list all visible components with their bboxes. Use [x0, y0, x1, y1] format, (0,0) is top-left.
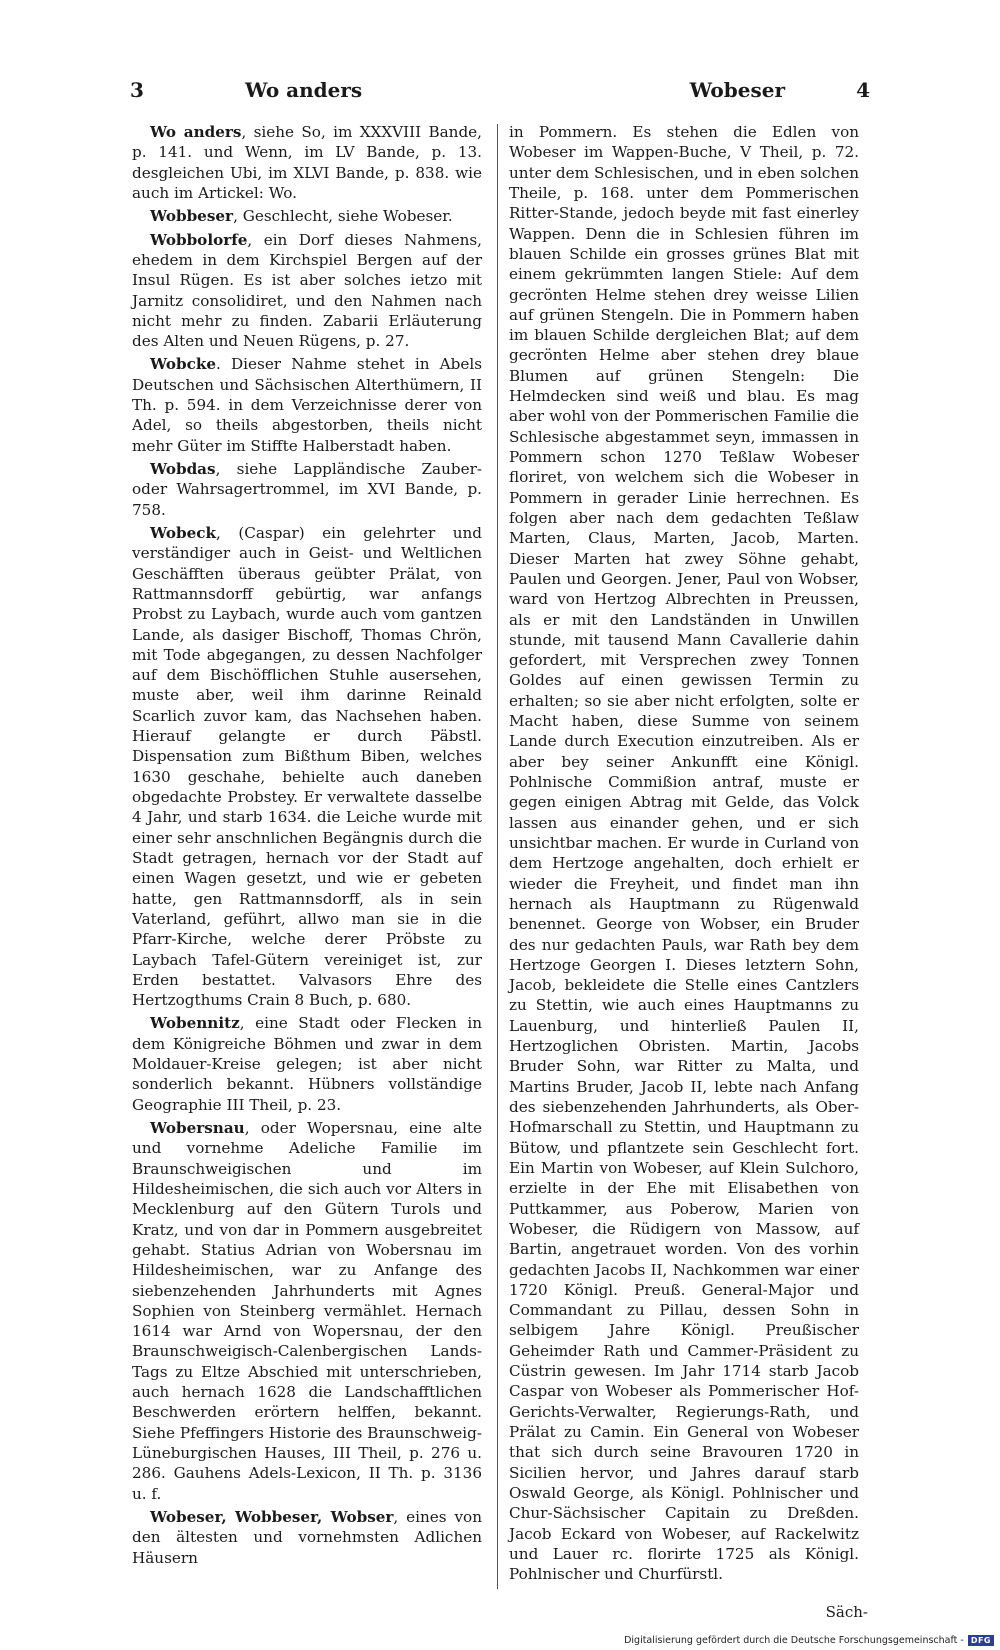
- entry-lemma: Wobersnau: [150, 1119, 245, 1137]
- entry-lemma: Wobdas: [150, 460, 216, 478]
- entry-text: . Dieser Nahme stehet in Abels Deutschen und Sächsischen Alterthümern, II Th. p. 594. in dem Verzeichnisse derer von Adel, so theils abgestorben, theils nicht mehr Güter im Stiffte Halberstadt haben.: [132, 355, 482, 455]
- page-number-right: 4: [856, 78, 870, 102]
- page-header: [130, 78, 870, 108]
- entry-text: , Geschlecht, siehe Wobeser.: [233, 207, 453, 226]
- right-column: [509, 122, 859, 1585]
- entry-wobdas: [132, 459, 482, 520]
- dfg-logo: DFG: [968, 1635, 994, 1646]
- entry-lemma: Wobennitz: [150, 1014, 240, 1033]
- page-number-left: 3: [130, 78, 144, 102]
- entry-wobcke: [132, 354, 482, 456]
- entry-wobeser-continuation: in Pommern. Es stehen die Edlen von Wobeser im Wappen-Buche, V Theil, p. 72. unter dem Schlesischen, und in eben solchen Theile, p. 168. unter dem Pommerischen Ritter-Stande, jedoch beyde mit fast einerley Wappen. Denn die in Schlesien führen im blauen Schilde ein grosses grünes Blat mit einem gekrümmten langen Stiele: Auf dem gecrönten Helme stehen drey weisse Lilien auf grünen Stengeln. Die in Pommern haben im blauen Schilde dergleichen Blat; auf dem gecrönten Helme aber stehen drey blaue Blumen auf grünen Stengeln: Die Helmdecken sind weiß und blau. Es mag aber wohl von der Pommerischen Familie die Schlesische abgestammet seyn, immassen in Pommern schon 1270 Teßlaw Wobeser floriret, von welchem sich die Wobeser in Pommern in gerader Linie herrechnen. Es folgen aber nach dem gedachten Teßlaw Marten, Claus, Marten, Jacob, Marten. Dieser Marten hat zwey Söhne gehabt, Paulen und Georgen. Jener, Paul von Wobser, ward von Hertzog Albrechten in Preussen, als er mit den Landständen in Unwillen stunde, mit tausend Mann Cavallerie dahin gefordert, mit Versprechen zwey Tonnen Goldes auf einen gewissen Termin zu erhalten; so sie aber nicht erfolgten, solte er Macht haben, diese Summe von seinem Lande durch Execution einzutreiben. Als er aber bey seiner Ankunfft eine Königl. Pohlnische Commißion antraf, muste er gegen einigen Abtrag mit Gelde, das Volck lassen aus einander gehen, und er sich unsichtbar machen. Er wurde in Curland von dem Hertzoge angehalten, doch erhielt er wieder die Freyheit, und findet man ihn hernach als Hauptmann zu Rügenwald benennet. George von Wobser, ein Bruder des nur gedachten Pauls, war Rath bey dem Hertzoge Georgen I. Dieses letztern Sohn, Jacob, bekleidete die Stelle eines Cantzlers zu Stettin, wie auch eines Hauptmanns zu Lauenburg, und hinterließ Paulen II, Hertzoglichen Obristen. Martin, Jacobs Bruder Sohn, war Ritter zu Malta, und Martins Bruder, Jacob II, lebte nach Anfang des siebenzehenden Jahrhunderts, als Ober-Hofmarschall zu Stettin, und Hauptmann zu Bütow, und pflantzete sein Geschlecht fort. Ein Martin von Wobeser, auf Klein Sulchoro, erzielte in der Ehe mit Elisabethen von Puttkammer, aus Poberow, Marien von Wobeser, die Rüdigern von Massow, auf Bartin, angetrauet worden. Von des vorhin gedachten Jacobs II, Nachkommen war einer 1720 Königl. Preuß. General-Major und Commandant zu Pillau, dessen Sohn in selbigem Jahre Königl. Preußischer Geheimder Rath und Cammer-Präsident zu Cüstrin gewesen. Im Jahr 1714 starb Jacob Caspar von Wobeser als Pommerischer Hof-Gerichts-Verwalter, Regierungs-Rath, und Prälat zu Camin. Ein General von Wobeser that sich durch seine Bravouren 1720 in Sicilien hervor, und Jahres darauf starb Oswald George, als Königl. Pohlnischer und Chur-Sächsischer Capitain zu Dreßden. Jacob Eckard von Wobeser, auf Rackelwitz und Lauer rc. florirte 1725 als Königl. Pohlnischer und Churfürstl.: [509, 123, 859, 1584]
- column-divider: [497, 124, 498, 1589]
- entry-wobeser: [132, 1507, 482, 1568]
- running-head-right: Wobeser: [689, 78, 785, 102]
- entry-text: , siehe So, im XXXVIII Bande, p. 141. und Wenn, im LV Bande, p. 13. desgleichen Ubi, im XLVI Bande, p. 838. wie auch im Artickel: Wo.: [132, 123, 482, 202]
- entry-wo-anders: [132, 122, 482, 203]
- entry-lemma: Wobbeser: [150, 207, 234, 226]
- catchword: Säch-: [825, 1603, 868, 1621]
- footer-text: Digitalisierung gefördert durch die Deutsche Forschungsgemeinschaft -: [624, 1635, 964, 1646]
- entry-text: , oder Wopersnau, eine alte und vornehme Adeliche Familie im Braunschweigischen und im Hildesheimischen, die sich auch vor Alters in Mecklenburg auf den Gütern Turols und Kratz, und von dar in Pommern ausgebreitet gehabt. Statius Adrian von Wobersnau im Hildesheimischen, war zu Anfange des siebenzehenden Jahrhunderts mit Agnes Sophien von Steinberg vermählet. Hernach 1614 war Arnd von Wopersnau, der den Braunschweigisch-Calenbergischen Lands-Tags zu Eltze Abschied mit unterschrieben, auch hernach 1628 die Landschafftlichen Beschwerden erörtern helffen, bekannt. Siehe Pfeffingers Historie des Braunschweig-Lüneburgischen Hauses, III Theil, p. 276 u. 286. Gauhens Adels-Lexicon, II Th. p. 3136 u. f.: [132, 1119, 482, 1503]
- left-column: [132, 122, 482, 1571]
- entry-wobbolorfe: [132, 230, 482, 352]
- entry-lemma: Wobeck: [150, 523, 216, 542]
- entry-lemma: Wobeser, Wobbeser, Wobser: [150, 1507, 394, 1526]
- entry-text: , (Caspar) ein gelehrter und verständiger auch in Geist- und Weltlichen Geschäfften überaus geübter Prälat, von Rattmannsdorff gebürtig, war anfangs Probst zu Laybach, wurde auch vom gantzen Lande, als dasiger Bischoff, Thomas Chrön, mit Tode abgegangen, zu dessen Nachfolger auf dem Bischöfflichen Stuhle ausersehen, muste aber, weil ihm darinne Reinald Scarlich zuvor kam, das Nachsehen haben. Hierauf gelangte er durch Päbstl. Dispensation zum Bißthum Biben, welches 1630 geschahe, behielte auch daneben obgedachte Probstey. Er verwaltete dasselbe 4 Jahr, und starb 1634. die Leiche wurde mit einer sehr anschnlichen Begängnis durch die Stadt getragen, hernach vor der Stadt auf einen Wagen gesetzt, und wie er gebeten hatte, gen Rattmannsdorff, als in sein Vaterland, geführt, allwo man sie in die Pfarr-Kirche, welche derer Pröbste zu Laybach Tafel-Gütern vereiniget ist, zur Erden bestattet. Valvasors Ehre des Hertzogthums Crain 8 Buch, p. 680.: [132, 523, 482, 1010]
- entry-text: , eines von den ältesten und vornehmsten Adlichen Häusern: [132, 1507, 482, 1567]
- running-head-left: Wo anders: [245, 78, 363, 102]
- entry-text: , eine Stadt oder Flecken in dem Königreiche Böhmen und zwar in dem Moldauer-Kreise gelegen; ist aber nicht sonderlich bekannt. Hübners vollständige Geographie III Theil, p. 23.: [132, 1014, 482, 1114]
- entry-lemma: Wo anders: [150, 123, 242, 141]
- entry-wobennitz: [132, 1013, 482, 1115]
- digitization-footer: [624, 1635, 994, 1646]
- entry-wobeck: [132, 523, 482, 1011]
- entry-wobbeser: [132, 206, 482, 226]
- entry-lemma: Wobbolorfe: [150, 230, 248, 249]
- entry-lemma: Wobcke: [150, 355, 216, 374]
- entry-text: , siehe Lappländische Zauber- oder Wahrsagertrommel, im XVI Bande, p. 758.: [132, 460, 482, 519]
- entry-text: , ein Dorf dieses Nahmens, ehedem in dem Kirchspiel Bergen auf der Insul Rügen. Es ist aber solches ietzo mit Jarnitz consolidiret, und den Nahmen nach nicht mehr zu finden. Zabarii Erläuterung des Alten und Neuen Rügens, p. 27.: [132, 230, 482, 351]
- entry-wobersnau: [132, 1118, 482, 1504]
